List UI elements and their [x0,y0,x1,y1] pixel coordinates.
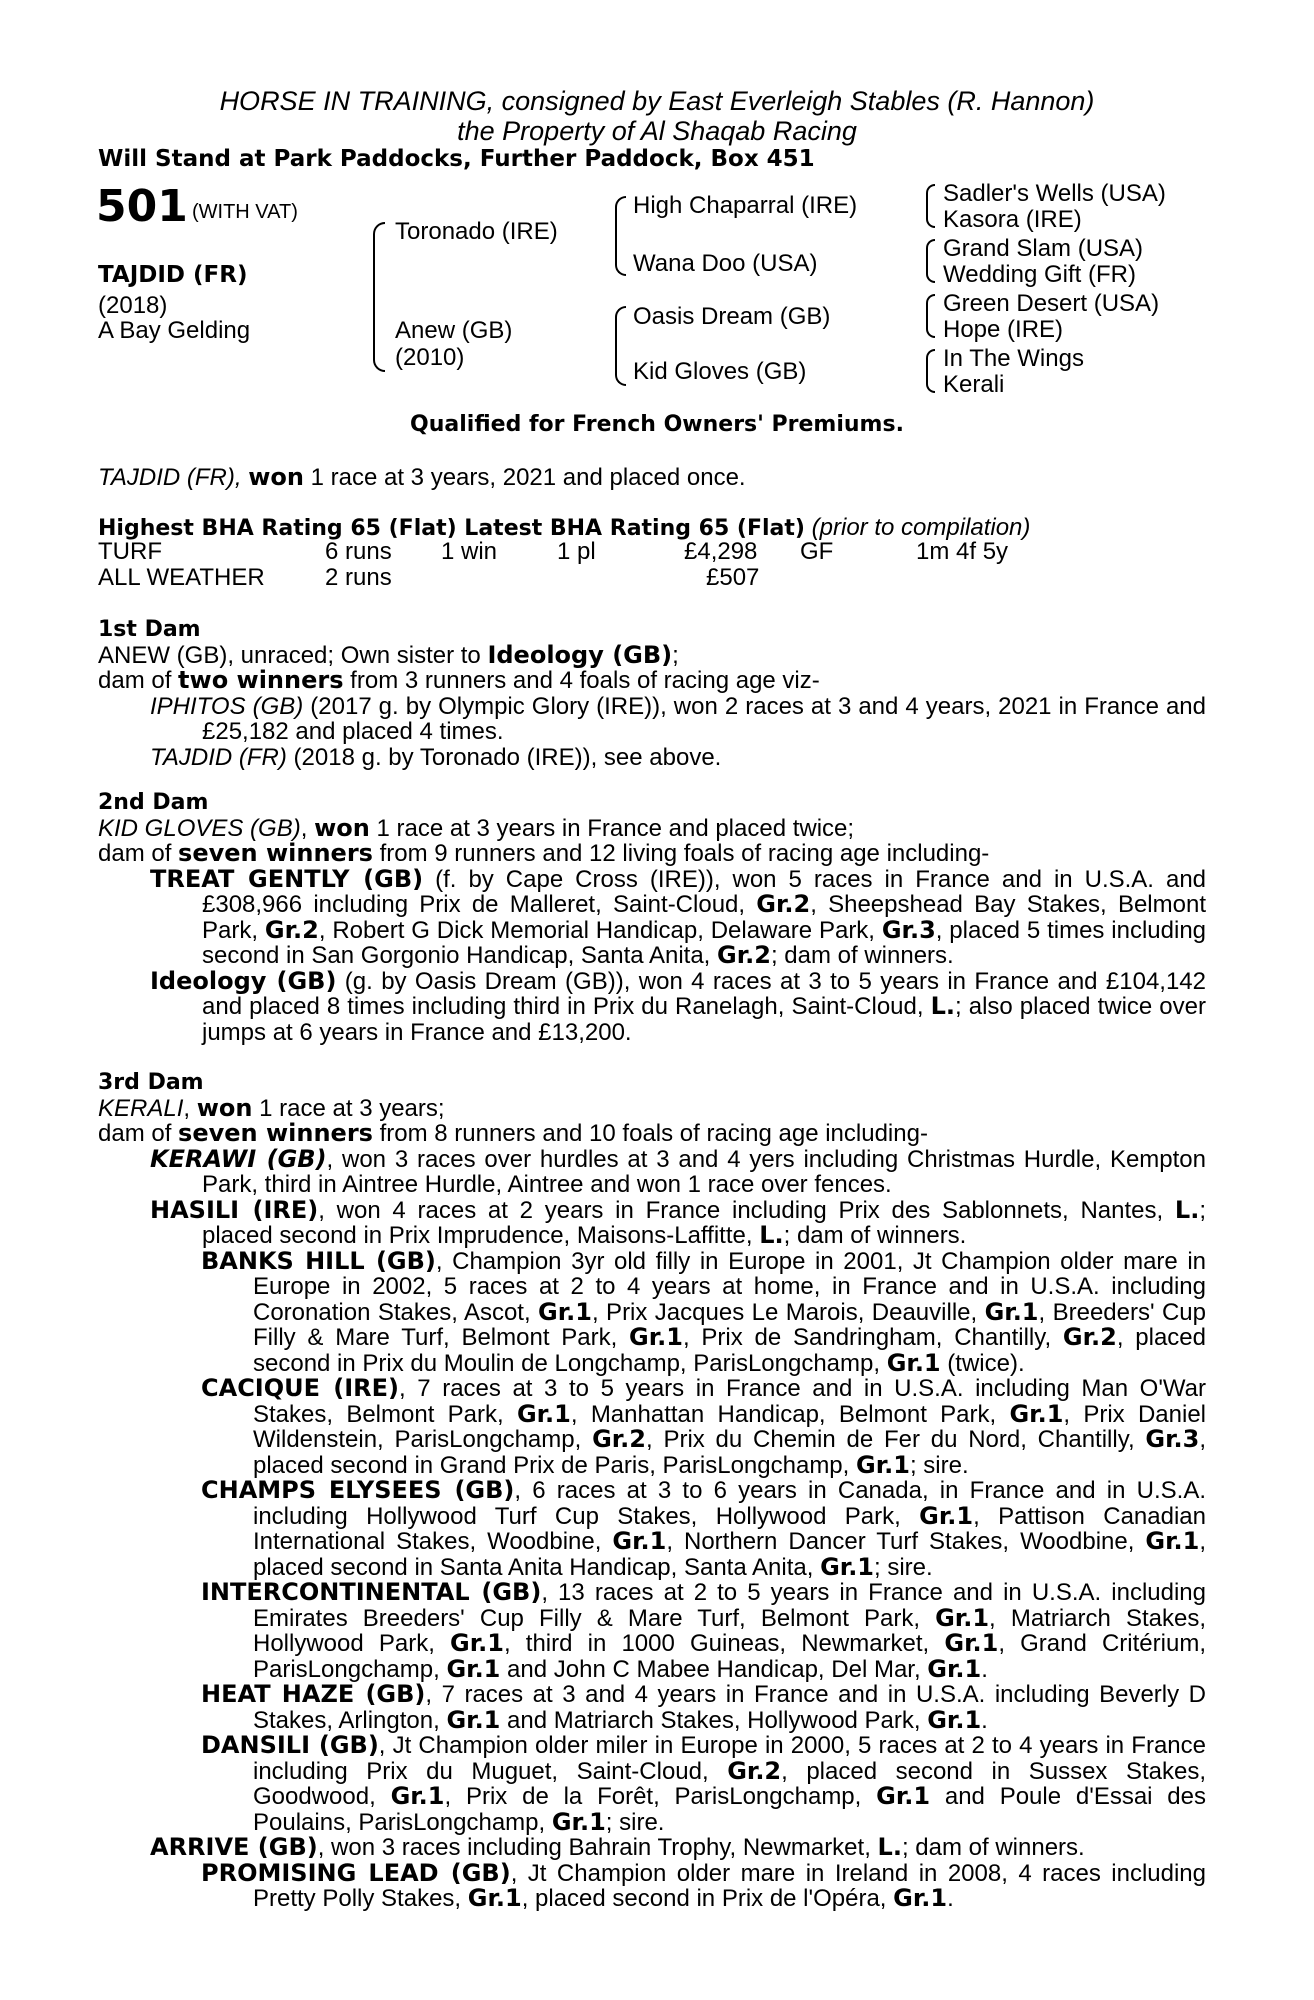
record-turf [0,538,1314,564]
grade-badge: Gr.1 [944,1629,999,1657]
produce-name: TAJDID (FR) [150,743,287,771]
third-dam-name: KERALI [98,1094,184,1122]
turf-runs: 6 runs [325,538,392,565]
produce-text: ; placed second in Prix Imprudence, Maisons-Laffitte, [202,1196,1206,1249]
produce-text: . [981,1706,988,1734]
produce-text: , won 3 races including Bahrain Trophy, Newmarket, [317,1834,878,1861]
horse-description: A Bay Gelding [98,317,251,344]
produce-ideology [98,966,1206,1046]
third-dam-section [98,1070,1206,1912]
pedigree-sire-sire: High Chaparral (IRE) [633,192,858,219]
rating-text: Highest BHA Rating 65 (Flat) Latest BHA Rating 65 (Flat) [98,516,805,541]
grade-badge: Gr.1 [1145,1527,1200,1555]
grade-badge: Gr.1 [935,1603,990,1632]
pedigree-brace-main [373,222,385,372]
first-dam-dam-of: dam of [98,667,179,694]
produce-name: HEAT HAZE (GB) [201,1680,426,1708]
pedigree-g4a: In The Wings [943,345,1084,372]
turf-prize: £4,298 [684,538,758,565]
pedigree-dam-dam: Kid Gloves (GB) [633,358,807,385]
grade-badge: Gr.3 [1145,1425,1200,1453]
catalogue-heading: HORSE IN TRAINING, consigned by East Everleigh Stables (R. Hannon) [219,86,1095,116]
pedigree-brace-g1 [926,184,935,228]
grade-badge: Gr.1 [612,1527,667,1555]
grade-badge: Gr.1 [446,1705,501,1734]
produce-name: PROMISING LEAD (GB) [201,1858,511,1887]
produce-name: ARRIVE (GB) [150,1833,318,1861]
produce-promising-lead [98,1858,1207,1912]
grade-badge: Gr.1 [450,1629,504,1657]
first-dam-text: ANEW (GB), unraced; Own sister to [98,641,488,669]
pedigree-brace-sire [615,196,626,276]
third-dam-won: won [196,1093,253,1122]
pedigree-g3b: Hope (IRE) [943,316,1064,343]
third-dam-winners: seven winners [178,1119,373,1147]
produce-text: , Prix Daniel Wildenstein, ParisLongchamp, [253,1400,1206,1453]
produce-name: BANKS HILL (GB) [201,1246,436,1275]
produce-text: , Breeders' Cup Filly & Mare Turf, Belmont Park, [253,1298,1206,1351]
produce-text: , won 3 races over hurdles at 3 and 4 yers including Christmas Hurdle, Kempton Park, third in Aintree Hurdle, Aintree and won 1 race over fences. [202,1145,1207,1198]
first-dam-winners: two winners [178,666,344,694]
second-dam-runners: from 9 runners and 12 living foals of racing age including- [372,840,990,867]
produce-text: (g. by Oasis Dream (GB)), won 4 races at 3 to 5 years in France and £104,142 and placed 8 times including third in Prix du Ranelagh, Saint-Cloud, [202,967,1206,1020]
second-dam-record: 1 race at 3 years in France and placed twice; [369,814,855,842]
produce-name: HASILI (IRE) [150,1195,319,1224]
produce-treat-gently [98,864,1207,969]
second-dam-section [98,790,1206,1045]
pedigree-dam-sire: Oasis Dream (GB) [633,303,831,330]
produce-text: ; also placed twice over jumps at 6 years in France and £13,200. [202,993,1206,1046]
grade-badge: Gr.1 [893,1884,948,1912]
third-dam-comma: , [183,1094,197,1122]
grade-badge: Gr.1 [538,1297,592,1326]
rating-note: (prior to compilation) [811,514,1031,541]
grade-badge: Gr.1 [820,1552,875,1581]
produce-text: , Sheepshead Bay Stakes, Belmont Park, [202,891,1206,944]
aw-runs: 2 runs [325,564,392,591]
summary-won: won [248,463,304,491]
second-dam-winners: seven winners [178,839,373,867]
produce-text: , Prix Jacques Le Marois, Deauville, [591,1298,985,1326]
third-dam-dam-of: dam of [98,1120,179,1147]
second-dam-dam-of: dam of [98,840,179,867]
second-dam-line2 [98,841,1206,867]
produce-text: , Pattison Canadian International Stakes, Woodbine, [253,1502,1206,1555]
produce-text: , Jt Champion older miler in Europe in 2000, 5 races at 2 to 4 years in France including Prix du Muguet, Saint-Cloud, [253,1732,1206,1785]
grade-badge: Gr.1 [390,1782,445,1810]
property-line: the Property of Al Shaqab Racing [457,116,857,146]
third-dam-record: 1 race at 3 years; [252,1094,445,1122]
second-dam-won: won [314,813,370,842]
produce-name: Ideology (GB) [150,966,337,995]
turf-going: GF [800,538,834,565]
grade-badge: Gr.1 [551,1807,606,1836]
produce-heat-haze [98,1682,1206,1733]
foaling-year: (2018) [98,292,168,319]
produce-text: , placed second in Sussex Stakes, Goodwood, [253,1757,1206,1810]
race-summary [98,463,746,492]
stand-location: Will Stand at Park Paddocks, Further Paddock, Box 451 [98,146,815,172]
grade-badge: Gr.1 [467,1884,522,1912]
grade-badge: Gr.2 [592,1425,646,1453]
produce-name: CHAMPS ELYSEES (GB) [201,1476,515,1504]
listed-badge: L. [930,992,956,1020]
grade-badge: Gr.2 [717,941,771,969]
record-all-weather [0,564,1314,590]
produce-kerawi [98,1144,1207,1198]
produce-text: , placed second in Santa Anita Handicap, Santa Anita, [253,1528,1206,1581]
lot-number: 501 [96,181,188,232]
pedigree-brace-g3 [926,294,935,338]
grade-badge: Gr.1 [446,1654,501,1683]
produce-text: and Poule d'Essai des Poulains, ParisLongchamp, [253,1783,1206,1836]
summary-horse: TAJDID (FR), [98,464,242,491]
produce-text: , 13 races at 2 to 5 years in France and in U.S.A. including Emirates Breeders' Cup Filly & Mare Turf, Belmont Park, [253,1579,1206,1632]
qualified-note: Qualified for French Owners' Premiums. [410,412,904,437]
produce-text: ; dam of winners. [901,1834,1085,1861]
produce-name: TREAT GENTLY (GB) [150,864,424,893]
produce-text: and John C Mabee Handicap, Del Mar, [500,1655,928,1683]
grade-badge: Gr.1 [856,1450,910,1479]
pedigree-brace-g4 [926,349,935,393]
grade-badge: Gr.1 [919,1501,974,1530]
grade-badge: Gr.2 [727,1756,782,1785]
produce-text: , 6 races at 3 to 6 years in Canada, in France and in U.S.A. including Hollywood Turf Cup Stakes, Hollywood Park, [253,1477,1207,1530]
produce-iphitos [98,694,1206,745]
aw-prize: £507 [706,564,760,591]
grade-badge: Gr.1 [516,1399,571,1428]
produce-text: , third in 1000 Guineas, Newmarket, [503,1630,945,1657]
grade-badge: Gr.1 [927,1705,982,1734]
grade-badge: Gr.1 [886,1348,941,1377]
grade-badge: Gr.1 [927,1654,982,1683]
first-dam-line1 [98,640,1206,669]
pedigree-g3a: Green Desert (USA) [943,290,1160,317]
produce-text: and Matriarch Stakes, Hollywood Park, [500,1706,928,1734]
turf-wins: 1 win [441,538,498,565]
produce-text: ; sire. [909,1451,969,1479]
produce-banks-hill [98,1246,1207,1377]
third-dam-heading: 3rd Dam [98,1070,204,1095]
grade-badge: Gr.1 [876,1782,931,1810]
produce-record: (2018 g. by Toronado (IRE)), see above. [286,743,722,771]
produce-text: , Prix de la Forêt, ParisLongchamp, [444,1783,877,1810]
pedigree-dam: Anew (GB) [395,317,513,344]
pedigree-g4b: Kerali [943,371,1005,398]
listed-badge: L. [759,1221,784,1249]
produce-cacique [98,1376,1206,1478]
vat-label: (WITH VAT) [192,201,298,223]
produce-text: , Prix de Sandringham, Chantilly, [682,1324,1063,1351]
third-dam-runners: from 8 runners and 10 foals of racing age including- [372,1120,928,1147]
produce-name: INTERCONTINENTAL (GB) [201,1578,542,1606]
produce-record: (2017 g. by Olympic Glory (IRE)), won 2 races at 3 and 4 years, 2021 in France and £25,182 and placed 4 times. [202,692,1207,745]
produce-text: , 7 races at 3 to 5 years in France and in U.S.A. including Man O'War Stakes, Belmont Park, [253,1375,1206,1428]
grade-badge: Gr.1 [1009,1399,1064,1428]
produce-text: (f. by Cape Cross (IRE)), won 5 races in France and in U.S.A. and £308,966 including Prix de Malleret, Saint-Cloud, [202,865,1207,918]
third-dam-line1 [98,1093,1206,1122]
listed-badge: L. [877,1833,902,1861]
second-dam-line1 [98,813,1206,842]
turf-label: TURF [98,538,162,565]
listed-badge: L. [1174,1195,1200,1224]
pedigree-brace-g2 [926,239,935,283]
pedigree-g2b: Wedding Gift (FR) [943,261,1136,288]
first-dam-section [98,617,1206,770]
horse-name: TAJDID (FR) [98,262,248,288]
produce-text: , Grand Critérium, ParisLongchamp, [253,1630,1206,1683]
first-dam-line2 [98,668,1206,694]
grade-badge: Gr.2 [756,890,811,918]
grade-badge: Gr.3 [881,915,936,944]
aw-label: ALL WEATHER [98,564,265,591]
turf-distance: 1m 4f 5y [916,538,1009,565]
produce-name: IPHITOS (GB) [150,692,304,720]
produce-hasili [98,1195,1206,1249]
produce-text: ; dam of winners. [770,942,954,969]
produce-text: , won 4 races at 2 years in France including Prix des Sablonnets, Nantes, [318,1196,1175,1224]
first-dam-heading: 1st Dam [98,617,201,642]
produce-arrive [98,1835,1206,1861]
produce-text: , Prix du Chemin de Fer du Nord, Chantilly, [646,1426,1146,1453]
produce-tajdid [98,745,1206,771]
produce-text: , placed second in Prix du Moulin de Longchamp, ParisLongchamp, [253,1324,1207,1377]
pedigree-brace-dam [615,306,626,386]
grade-badge: Gr.2 [1062,1323,1117,1351]
third-dam-line2 [98,1121,1206,1147]
grade-badge: Gr.2 [264,915,319,944]
produce-text: , Jt Champion older mare in Ireland in 2008, 4 races including Pretty Polly Stakes, [253,1859,1207,1912]
produce-text: . [981,1655,988,1683]
produce-text: , 7 races at 3 and 4 years in France and in U.S.A. including Beverly D Stakes, Arlington, [253,1681,1206,1734]
produce-text: , Champion 3yr old filly in Europe in 2001, Jt Champion older mare in Europe in 2002, 5 races at 2 to 4 years at home, in France and in U.S.A. including Coronation Stakes, Ascot, [253,1247,1207,1326]
pedigree-g1b: Kasora (IRE) [943,206,1082,233]
produce-text: ; dam of winners. [783,1222,967,1249]
produce-text: , Northern Dancer Turf Stakes, Woodbine, [666,1528,1146,1555]
pedigree-g1a: Sadler's Wells (USA) [943,180,1166,207]
produce-dansili [98,1733,1206,1835]
produce-text: , Matriarch Stakes, Hollywood Park, [253,1604,1206,1657]
grade-badge: Gr.1 [984,1297,1039,1326]
grade-badge: Gr.1 [629,1323,683,1351]
first-dam-sister: Ideology (GB) [487,640,673,669]
pedigree-sire: Toronado (IRE) [395,218,558,245]
produce-text: ; sire. [874,1553,933,1581]
produce-text: , Robert G Dick Memorial Handicap, Delaware Park, [318,916,882,944]
produce-name: DANSILI (GB) [201,1731,379,1759]
pedigree-g2a: Grand Slam (USA) [943,235,1144,262]
produce-text: ; sire. [605,1808,665,1836]
second-dam-name: KID GLOVES (GB) [98,814,301,842]
pedigree-dam-year: (2010) [395,344,465,371]
second-dam-heading: 2nd Dam [98,790,209,815]
produce-text: , placed 5 times including second in San Gorgonio Handicap, Santa Anita, [202,916,1207,969]
first-dam-runners: from 3 runners and 4 foals of racing age viz- [343,667,820,694]
produce-intercontinental [98,1580,1206,1682]
produce-name: CACIQUE (IRE) [201,1374,400,1402]
produce-text: . [947,1885,954,1912]
produce-name: KERAWI (GB) [150,1144,327,1173]
produce-text: , placed second in Prix de l'Opéra, [521,1885,894,1912]
pedigree-sire-dam: Wana Doo (USA) [633,250,818,277]
produce-text: , Manhattan Handicap, Belmont Park, [570,1400,1010,1428]
second-dam-comma: , [300,814,315,842]
turf-placed: 1 pl [557,538,596,565]
produce-champs-elysees [98,1478,1206,1580]
produce-text: (twice). [940,1349,1025,1377]
summary-rest: 1 race at 3 years, 2021 and placed once. [310,464,746,491]
first-dam-semicolon: ; [672,641,679,669]
produce-text: , placed second in Grand Prix de Paris, ParisLongchamp, [253,1426,1206,1479]
